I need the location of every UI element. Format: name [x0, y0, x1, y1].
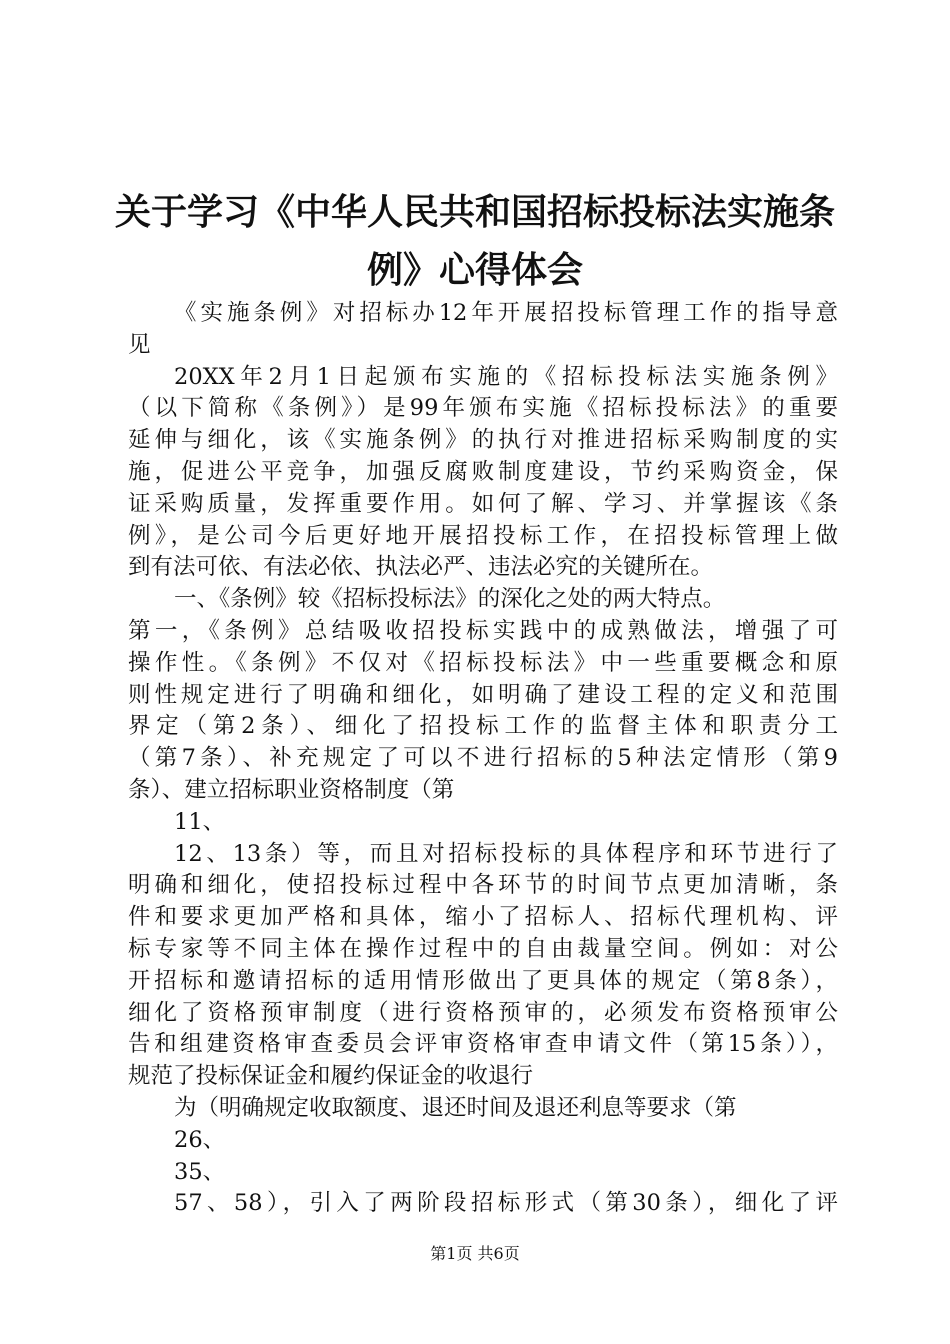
body-line: 告和组建资格审查委员会评审资格审查申请文件（第15条）），	[128, 1031, 838, 1058]
body-line: 件和要求更加严格和具体，缩小了招标人、招标代理机构、评	[128, 904, 838, 931]
body-line: 条）、建立招标职业资格制度（第	[128, 776, 455, 803]
body-line: 则性规定进行了明确和细化，如明确了建设工程的定义和范围	[128, 681, 838, 708]
body-line: 12、13条）等，而且对招标投标的具体程序和环节进行了	[174, 840, 838, 867]
document-title-line-2: 例》心得体会	[366, 249, 583, 291]
body-line: 一、《条例》较《招标投标法》的深化之处的两大特点。	[174, 586, 726, 613]
body-line: 证采购质量，发挥重要作用。如何了解、学习、并掌握该《条	[128, 490, 838, 517]
body-line: 35、	[174, 1158, 226, 1185]
body-line: 操作性。《条例》不仅对《招标投标法》中一些重要概念和原	[128, 649, 838, 676]
body-line: 11、	[174, 808, 226, 835]
body-line: 为（明确规定收取额度、退还时间及退还利息等要求（第	[174, 1094, 737, 1121]
body-line: 20XX年2月1日起颁布实施的《招标投标法实施条例》	[174, 363, 838, 390]
page-number-footer: 第1页 共6页	[430, 1244, 520, 1263]
body-line: 规范了投标保证金和履约保证金的收退行	[128, 1063, 534, 1090]
document-body	[128, 298, 838, 1220]
body-line: 明确和细化，使招投标过程中各环节的时间节点更加清晰，条	[128, 872, 838, 899]
body-line: 施，促进公平竞争，加强反腐败制度建设，节约采购资金，保	[128, 458, 838, 485]
body-line: 界定（第2条）、细化了招投标工作的监督主体和职责分工	[128, 713, 838, 740]
body-line: 开招标和邀请招标的适用情形做出了更具体的规定（第8条），	[128, 967, 838, 994]
body-line: 例》，是公司今后更好地开展招投标工作，在招投标管理上做	[128, 522, 838, 549]
body-line: 细化了资格预审制度（进行资格预审的，必须发布资格预审公	[128, 999, 838, 1026]
body-line: 标专家等不同主体在操作过程中的自由裁量空间。例如：对公	[128, 935, 838, 962]
body-line: 见	[128, 331, 151, 358]
body-line: 到有法可依、有法必依、执法必严、违法必究的关键所在。	[128, 554, 714, 581]
body-line: （第7条）、补充规定了可以不进行招标的5种法定情形（第9	[128, 745, 838, 772]
body-line: 第一，《条例》总结吸收招投标实践中的成熟做法，增强了可	[128, 617, 838, 644]
body-line: 26、	[174, 1126, 226, 1153]
body-line: 延伸与细化，该《实施条例》的执行对推进招标采购制度的实	[128, 427, 838, 454]
body-line: 《实施条例》对招标办12年开展招投标管理工作的指导意	[174, 300, 838, 326]
document-title-line-1: 关于学习《中华人民共和国招标投标法实施条	[114, 191, 835, 233]
body-line: （以下简称《条例》）是99年颁布实施《招标投标法》的重要	[128, 395, 838, 422]
body-line: 57、58），引入了两阶段招标形式（第30条），细化了评	[174, 1190, 838, 1217]
